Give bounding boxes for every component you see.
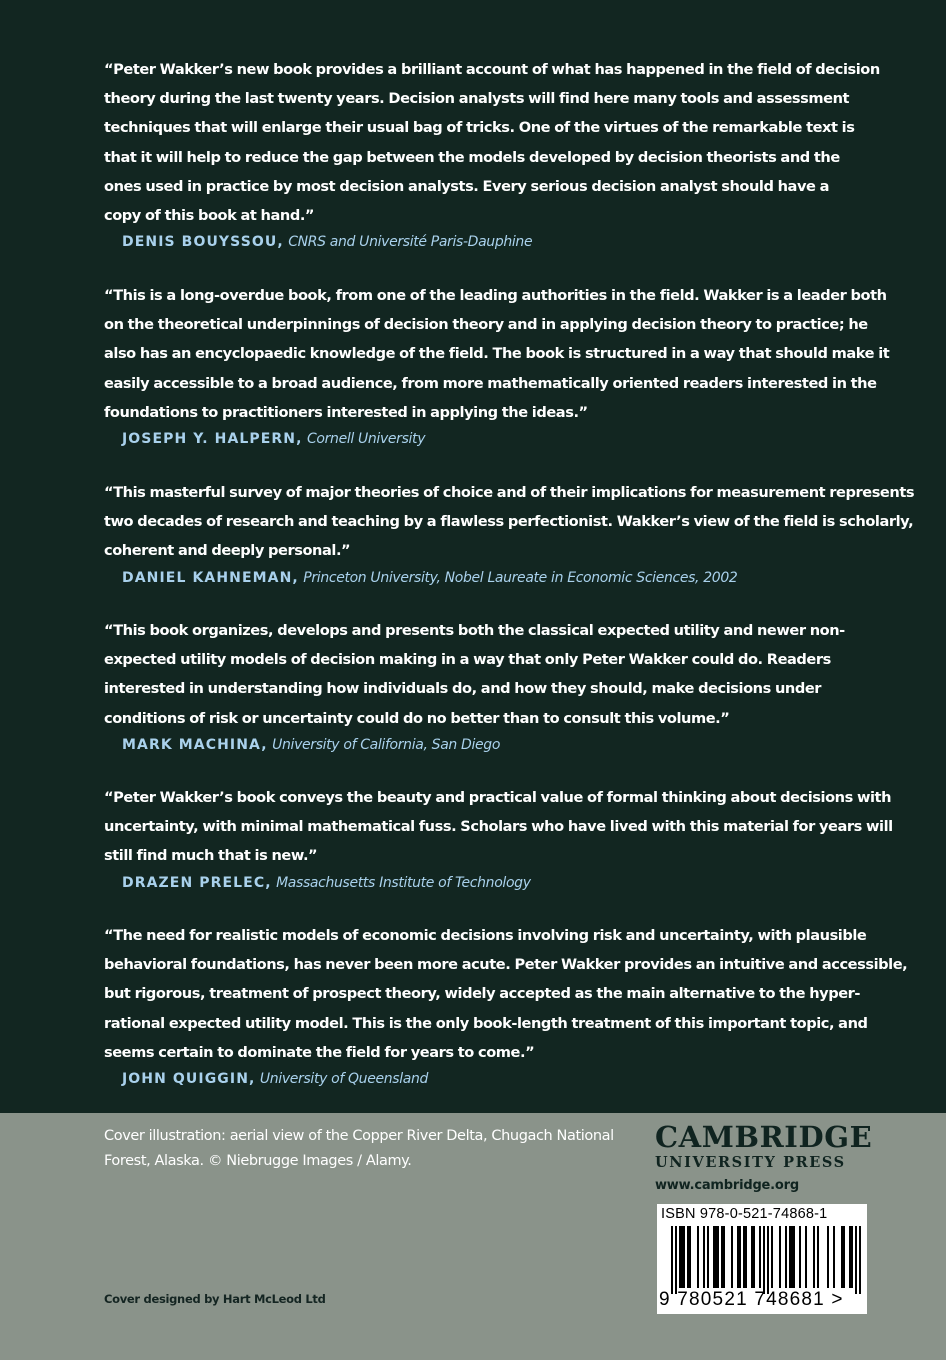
- text-line: uncertainty, with minimal mathematical fuss. Scholars who have lived with this material for years will: [104, 818, 893, 836]
- barcode-bar: [843, 1226, 845, 1288]
- text-line: Cover illustration: aerial view of the Copper River Delta, Chugach National: [104, 1128, 614, 1144]
- isbn-label: ISBN 978-0-521-74868-1: [661, 1206, 828, 1222]
- text-line: techniques that will enlarge their usual bag of tricks. One of the virtues of the remarkable text is: [104, 119, 855, 137]
- endorsement-text: [104, 616, 849, 733]
- endorsement-text: [104, 55, 880, 230]
- text-line: but rigorous, treatment of prospect theory, widely accepted as the main alternative to the hyper-: [104, 985, 861, 1003]
- endorser-name: JOSEPH Y. HALPERN,: [122, 431, 303, 448]
- endorsement-attribution: [122, 428, 849, 450]
- text-line: easily accessible to a broad audience, from more mathematically oriented readers interested in the: [104, 374, 877, 392]
- cover-designer-credit: Cover designed by Hart McLeod Ltd: [104, 1292, 326, 1306]
- barcode-bar: [753, 1226, 755, 1288]
- barcode-bar: [671, 1226, 673, 1294]
- text-line: “The need for realistic models of economic decisions involving risk and uncertainty, with plausible: [104, 927, 867, 944]
- text-line: rational expected utility model. This is the only book-length treatment of this important topic, and: [104, 1014, 868, 1032]
- text-line: “This book organizes, develops and presents both the classical expected utility and newer non-: [104, 622, 845, 639]
- barcode-bar: [799, 1226, 801, 1288]
- text-line: “Peter Wakker’s book conveys the beauty and practical value of formal thinking about decisions with: [104, 789, 892, 806]
- text-line: on the theoretical underpinnings of decision theory and in applying decision theory to practice; he: [104, 316, 868, 334]
- text-line: coherent and deeply personal.”: [104, 542, 351, 560]
- text-line: Forest, Alaska. © Niebrugge Images / Alamy.: [104, 1153, 412, 1169]
- endorsement-text: [104, 783, 893, 871]
- text-line: “This masterful survey of major theories of choice and of their implications for measurement represents: [104, 484, 915, 501]
- endorser-affiliation: University of Queensland: [259, 1071, 429, 1088]
- barcode-bar: [739, 1226, 741, 1288]
- endorsement-text: [104, 281, 890, 427]
- endorsement-attribution: [122, 872, 849, 894]
- text-line: seems certain to dominate the field for years to come.”: [104, 1043, 535, 1061]
- endorser-affiliation: Massachusetts Institute of Technology: [276, 874, 531, 891]
- barcode-bar: [723, 1226, 725, 1288]
- endorser-name: MARK MACHINA,: [122, 736, 268, 753]
- barcode-bar: [679, 1226, 681, 1288]
- barcode-bar: [687, 1226, 689, 1288]
- barcode-bar: [689, 1226, 691, 1288]
- isbn-barcode: [657, 1204, 867, 1314]
- barcode-bar: [675, 1226, 677, 1294]
- text-line: still find much that is new.”: [104, 847, 318, 865]
- text-line: behavioral foundations, has never been more acute. Peter Wakker provides an intuitive and accessible,: [104, 956, 908, 974]
- text-line: theory during the last twenty years. Decision analysts will find here many tools and assessment: [104, 90, 850, 108]
- endorser-name: DENIS BOUYSSOU,: [122, 234, 284, 251]
- barcode-bar: [707, 1226, 709, 1288]
- barcode-bar: [713, 1226, 715, 1288]
- barcode-bar: [721, 1226, 723, 1288]
- endorser-affiliation: CNRS and Université Paris-Dauphine: [288, 234, 533, 251]
- barcode-bar: [805, 1226, 807, 1288]
- endorsement-attribution: [122, 734, 849, 756]
- barcode-bar: [767, 1226, 769, 1294]
- barcode-bar: [789, 1226, 791, 1288]
- barcode-bar: [771, 1226, 773, 1288]
- cover-illustration-credit: [104, 1124, 624, 1174]
- text-line: interested in understanding how individuals do, and how they should, make decisions under: [104, 680, 822, 698]
- barcode-bar: [681, 1226, 683, 1288]
- endorsement-halpern: [104, 281, 890, 450]
- text-line: ones used in practice by most decision analysts. Every serious decision analyst should have a: [104, 177, 829, 195]
- text-line: expected utility models of decision making in a way that only Peter Wakker could do. Readers: [104, 651, 831, 669]
- barcode-bar: [793, 1226, 795, 1288]
- publisher-logo: [655, 1120, 873, 1198]
- endorsement-quiggin: [104, 921, 908, 1090]
- barcode-digits: 9 780521 748681 >: [659, 1289, 844, 1310]
- barcode-bar: [859, 1226, 861, 1294]
- publisher-press: UNIVERSITY PRESS: [655, 1154, 846, 1171]
- text-line: “Peter Wakker’s new book provides a brilliant account of what has happened in the field of decision: [104, 61, 880, 78]
- endorsement-bouyssou: [104, 55, 880, 253]
- barcode-bar: [745, 1226, 747, 1288]
- endorser-affiliation: Cornell University: [307, 431, 426, 448]
- barcode-bar: [841, 1226, 843, 1288]
- endorser-name: JOHN QUIGGIN,: [122, 1071, 256, 1088]
- barcode-bar: [715, 1226, 717, 1288]
- barcode-bar: [717, 1226, 719, 1288]
- barcode-bar: [813, 1226, 815, 1288]
- barcode-bar: [731, 1226, 733, 1288]
- endorser-name: DANIEL KAHNEMAN,: [122, 569, 299, 586]
- barcode-bar: [791, 1226, 793, 1288]
- endorsement-attribution: [122, 231, 849, 253]
- barcode-bar: [855, 1226, 857, 1294]
- text-line: copy of this book at hand.”: [104, 207, 315, 225]
- endorsement-attribution: [122, 567, 849, 589]
- barcode-bar: [737, 1226, 739, 1288]
- barcode-bar: [683, 1226, 685, 1288]
- barcode-bar: [759, 1226, 761, 1288]
- endorsement-text: [104, 478, 915, 566]
- barcode-bar: [851, 1226, 853, 1288]
- text-line: foundations to practitioners interested in applying the ideas.”: [104, 403, 588, 421]
- endorser-affiliation: Princeton University, Nobel Laureate in Economic Sciences, 2002: [303, 569, 738, 586]
- text-line: that it will help to reduce the gap between the models developed by decision theorists and the: [104, 148, 840, 166]
- endorser-affiliation: University of California, San Diego: [272, 736, 501, 753]
- text-line: two decades of research and teaching by a flawless perfectionist. Wakker’s view of the field is scholarly,: [104, 513, 914, 531]
- endorsement-text: [104, 921, 908, 1067]
- endorser-name: DRAZEN PRELEC,: [122, 874, 272, 891]
- publisher-url: www.cambridge.org: [655, 1178, 799, 1193]
- barcode-bar: [743, 1226, 745, 1288]
- barcode-bar: [779, 1226, 781, 1288]
- barcode-bar: [817, 1226, 819, 1288]
- barcode-bar: [849, 1226, 851, 1288]
- barcode-bar: [751, 1226, 753, 1288]
- barcode-bar: [763, 1226, 765, 1294]
- text-line: “This is a long-overdue book, from one of the leading authorities in the field. Wakker is a leader both: [104, 287, 887, 304]
- endorsement-machina: [104, 616, 849, 756]
- publisher-name: CAMBRIDGE: [655, 1120, 873, 1154]
- text-line: conditions of risk or uncertainty could do no better than to consult this volume.”: [104, 709, 730, 727]
- endorsement-kahneman: [104, 478, 915, 589]
- barcode-bar: [697, 1226, 699, 1288]
- text-line: also has an encyclopaedic knowledge of the field. The book is structured in a way that should make it: [104, 345, 890, 363]
- barcode-bar: [833, 1226, 835, 1288]
- endorsement-attribution: [122, 1068, 849, 1090]
- barcode-bar: [703, 1226, 705, 1288]
- barcode-bar: [785, 1226, 787, 1288]
- barcode-bar: [827, 1226, 829, 1288]
- endorsement-prelec: [104, 783, 893, 894]
